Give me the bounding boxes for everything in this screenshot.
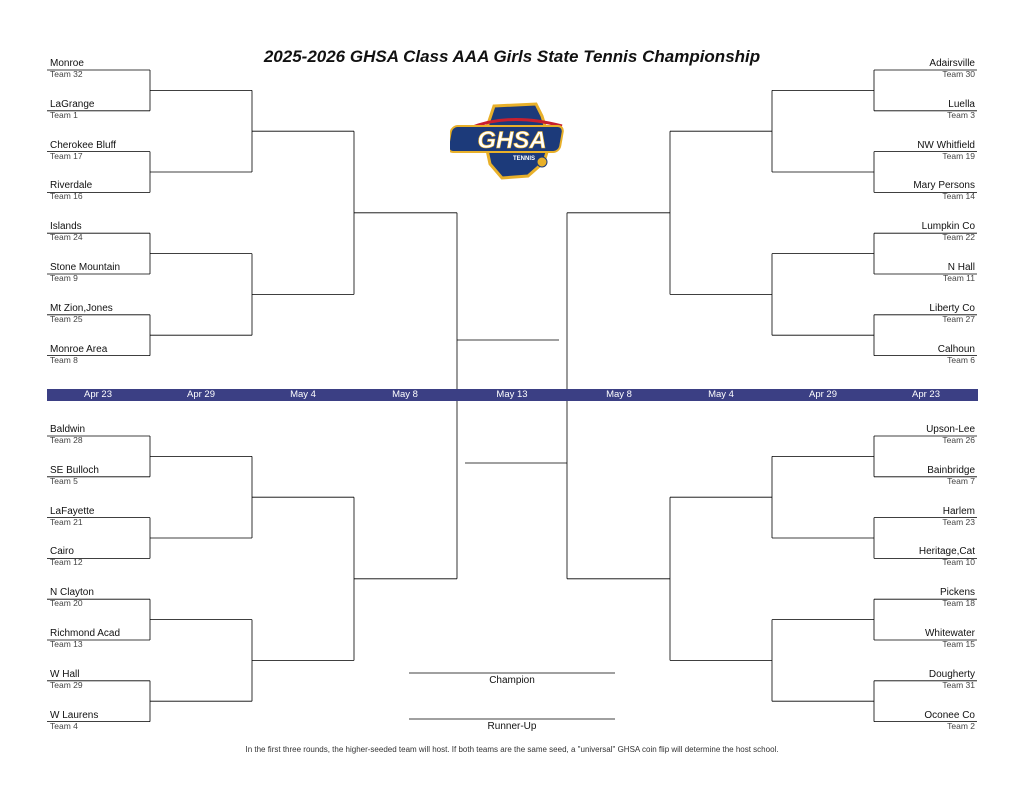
team-name: Cherokee Bluff bbox=[50, 139, 116, 151]
team-slot bbox=[865, 345, 975, 365]
team-seed: Team 27 bbox=[942, 313, 975, 324]
team-name: Mt Zion,Jones bbox=[50, 302, 113, 314]
team-slot bbox=[865, 711, 975, 731]
team-slot bbox=[50, 181, 160, 201]
team-slot bbox=[865, 629, 975, 649]
team-name: Cairo bbox=[50, 546, 74, 558]
team-name: Adairsville bbox=[929, 58, 975, 69]
team-seed: Team 28 bbox=[50, 435, 83, 445]
team-name: Harlem bbox=[942, 505, 975, 517]
team-seed: Team 19 bbox=[942, 150, 975, 161]
round-date: May 8 bbox=[606, 389, 632, 400]
runner-up-label: Runner-Up bbox=[487, 721, 537, 732]
team-name: Calhoun bbox=[937, 343, 975, 355]
team-slot bbox=[50, 304, 160, 324]
team-name: Dougherty bbox=[928, 668, 975, 680]
team-seed: Team 14 bbox=[942, 191, 975, 202]
round-date: Apr 23 bbox=[912, 389, 940, 400]
team-slot bbox=[865, 141, 975, 161]
team-name: LaGrange bbox=[50, 98, 95, 110]
team-name: Richmond Acad bbox=[50, 628, 121, 639]
team-name: Bainbridge bbox=[927, 464, 975, 476]
team-seed: Team 17 bbox=[50, 150, 83, 161]
team-seed: Team 8 bbox=[50, 354, 78, 365]
team-name: Monroe bbox=[50, 58, 84, 69]
team-seed: Team 23 bbox=[942, 516, 975, 527]
team-seed: Team 6 bbox=[947, 354, 975, 365]
team-slot bbox=[865, 507, 975, 527]
round-date: Apr 23 bbox=[84, 389, 112, 400]
page-title: 2025-2026 GHSA Class AAA Girls State Tennis Championship bbox=[263, 47, 761, 66]
ghsa-logo-icon bbox=[450, 102, 574, 185]
team-name: Riverdale bbox=[50, 180, 93, 192]
svg-text:TENNIS: TENNIS bbox=[512, 156, 536, 162]
team-slot bbox=[865, 547, 975, 567]
team-seed: Team 11 bbox=[943, 273, 975, 283]
team-seed: Team 2 bbox=[947, 720, 975, 731]
round-date: May 13 bbox=[496, 389, 528, 400]
team-seed: Team 31 bbox=[942, 679, 975, 690]
team-name: Heritage,Cat bbox=[918, 546, 975, 558]
round-date: Apr 29 bbox=[809, 389, 837, 400]
team-name: NW Whitfield bbox=[917, 139, 975, 151]
svg-text:GHSA: GHSA bbox=[477, 127, 547, 154]
team-seed: Team 18 bbox=[942, 598, 975, 609]
team-slot bbox=[50, 629, 160, 649]
team-name: Baldwin bbox=[50, 424, 86, 435]
team-name: Islands bbox=[50, 221, 82, 233]
team-seed: Team 9 bbox=[50, 273, 78, 283]
team-slot bbox=[50, 100, 160, 120]
team-seed: Team 32 bbox=[50, 69, 83, 79]
team-name: Liberty Co bbox=[929, 302, 975, 314]
team-seed: Team 20 bbox=[50, 598, 83, 609]
team-slot bbox=[50, 425, 160, 445]
team-slot bbox=[50, 711, 160, 731]
team-name: Stone Mountain bbox=[50, 262, 121, 273]
team-slot bbox=[50, 222, 160, 242]
team-slot bbox=[865, 670, 975, 690]
team-slot bbox=[865, 425, 975, 445]
team-seed: Team 26 bbox=[942, 435, 975, 445]
team-name: Mary Persons bbox=[913, 180, 975, 192]
team-name: LaFayette bbox=[50, 505, 95, 517]
team-seed: Team 10 bbox=[942, 557, 975, 568]
team-name: Monroe Area bbox=[50, 343, 108, 355]
champion-label: Champion bbox=[489, 675, 535, 686]
team-name: SE Bulloch bbox=[50, 464, 99, 476]
team-seed: Team 13 bbox=[50, 639, 83, 649]
team-name: Pickens bbox=[939, 587, 975, 599]
team-name: Upson-Lee bbox=[926, 424, 975, 435]
team-name: Oconee Co bbox=[924, 709, 975, 721]
team-seed: Team 16 bbox=[50, 191, 83, 202]
round-date: Apr 29 bbox=[187, 389, 215, 400]
round-date: May 4 bbox=[708, 389, 734, 400]
team-slot bbox=[50, 59, 160, 79]
team-name: W Laurens bbox=[50, 709, 99, 721]
team-slot bbox=[50, 670, 160, 690]
team-slot bbox=[865, 304, 975, 324]
team-slot bbox=[50, 588, 160, 608]
team-name: N Clayton bbox=[50, 587, 94, 599]
team-seed: Team 30 bbox=[942, 69, 975, 79]
team-slot bbox=[50, 345, 160, 365]
team-seed: Team 5 bbox=[50, 475, 78, 486]
team-slot bbox=[865, 466, 975, 486]
team-name: Luella bbox=[948, 98, 975, 110]
team-slot bbox=[865, 181, 975, 201]
team-name: Lumpkin Co bbox=[921, 221, 975, 233]
team-seed: Team 21 bbox=[50, 516, 83, 527]
team-seed: Team 4 bbox=[50, 720, 78, 731]
team-seed: Team 7 bbox=[947, 475, 975, 486]
team-seed: Team 22 bbox=[942, 232, 975, 243]
team-name: N Hall bbox=[947, 262, 975, 273]
team-seed: Team 1 bbox=[50, 109, 78, 120]
team-name: W Hall bbox=[50, 668, 80, 680]
team-seed: Team 12 bbox=[50, 557, 83, 568]
team-slot bbox=[50, 466, 160, 486]
team-slot bbox=[865, 100, 975, 120]
team-slot bbox=[865, 59, 975, 79]
team-seed: Team 25 bbox=[50, 313, 83, 324]
team-slot bbox=[865, 263, 975, 283]
round-date: May 4 bbox=[290, 389, 316, 400]
team-slot bbox=[50, 263, 160, 283]
team-slot bbox=[50, 141, 160, 161]
team-seed: Team 24 bbox=[50, 232, 83, 243]
team-slot bbox=[865, 222, 975, 242]
team-slot bbox=[865, 588, 975, 608]
team-seed: Team 15 bbox=[942, 639, 975, 649]
team-slot bbox=[50, 547, 160, 567]
team-seed: Team 3 bbox=[947, 109, 975, 120]
team-seed: Team 29 bbox=[50, 679, 83, 690]
team-slot bbox=[50, 507, 160, 527]
footnote: In the first three rounds, the higher-seeded team will host. If both teams are the same seed, a "universal" GHSA coin flip will determine the host school. bbox=[245, 745, 779, 754]
team-name: Whitewater bbox=[924, 628, 975, 639]
round-date: May 8 bbox=[392, 389, 418, 400]
